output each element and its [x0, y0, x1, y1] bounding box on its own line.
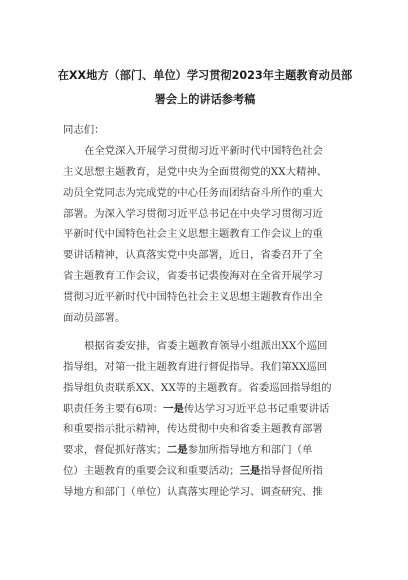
- paragraph-1-line: 部署。为深入学习贯彻习近平总书记在中央学习贯彻习近: [63, 207, 323, 220]
- text-segment: 要求，督促抓好落实；: [63, 444, 167, 457]
- text-segment: 传达学习习近平总书记重要讲话: [183, 402, 330, 415]
- text-segment: 位）主题教育的重要会议和重要活动；: [63, 465, 240, 478]
- emphasis-second: 二是: [166, 444, 188, 457]
- paragraph-1-line: 平新时代中国特色社会主义思想主题教育工作会议上的重: [63, 228, 323, 241]
- paragraph-2-line: [63, 461, 353, 482]
- paragraph-2-line: [63, 399, 353, 420]
- paragraph-2-line: 和重要指示批示精神，传达贯彻中央和省委主题教育部署: [63, 423, 323, 436]
- salutation: 同志们：: [63, 124, 105, 136]
- paragraph-2-line: 导地方和部门（单位）认真落实理论学习、调查研究、推: [63, 486, 323, 499]
- text-segment: 指导督促所指: [260, 465, 323, 478]
- paragraph-2-line: 指导组负责联系XX、XX等的主题教育。省委巡回指导组的: [63, 381, 332, 394]
- paragraph-2-line: [63, 440, 353, 461]
- paragraph-2-line: 指导组，对第一批主题教育进行督促指导。我们第XX巡回: [63, 360, 328, 373]
- paragraph-2-line: 根据省委安排，省委主题教育领导小组派出XX个巡回: [84, 339, 328, 352]
- paragraph-1-line: 在全党深入开展学习贯彻习近平新时代中国特色社会: [84, 144, 323, 157]
- text-segment: 职责任务主要有6项：: [63, 402, 164, 415]
- paragraph-1-line: 动员全党同志为完成党的中心任务而团结奋斗所作的重大: [63, 186, 323, 199]
- paragraph-1-line: 贯彻习近平新时代中国特色社会主义思想主题教育作出全: [63, 291, 323, 304]
- paragraph-1-line: 省主题教育工作会议，省委书记裘俊海对在全省开展学习: [63, 270, 323, 283]
- paragraph-1-line: 要讲话精神，认真落实党中央部署，近日，省委召开了全: [63, 249, 323, 262]
- text-segment: 参加所指导地方和部门（单: [187, 444, 313, 457]
- title-line-2: 署会上的讲话参考稿: [154, 93, 256, 106]
- emphasis-first: 一是: [163, 402, 184, 415]
- document-title: [52, 64, 358, 112]
- paragraph-1-line: 面动员部署。: [63, 312, 126, 325]
- paragraph-1-line: 主义思想主题教育，是党中央为全面贯彻党的XX大精神、: [63, 165, 328, 178]
- emphasis-third: 三是: [239, 465, 261, 478]
- title-line-1: 在XX地方（部门、单位）学习贯彻2023年主题教育动员部: [57, 69, 353, 82]
- document-body: [63, 120, 353, 503]
